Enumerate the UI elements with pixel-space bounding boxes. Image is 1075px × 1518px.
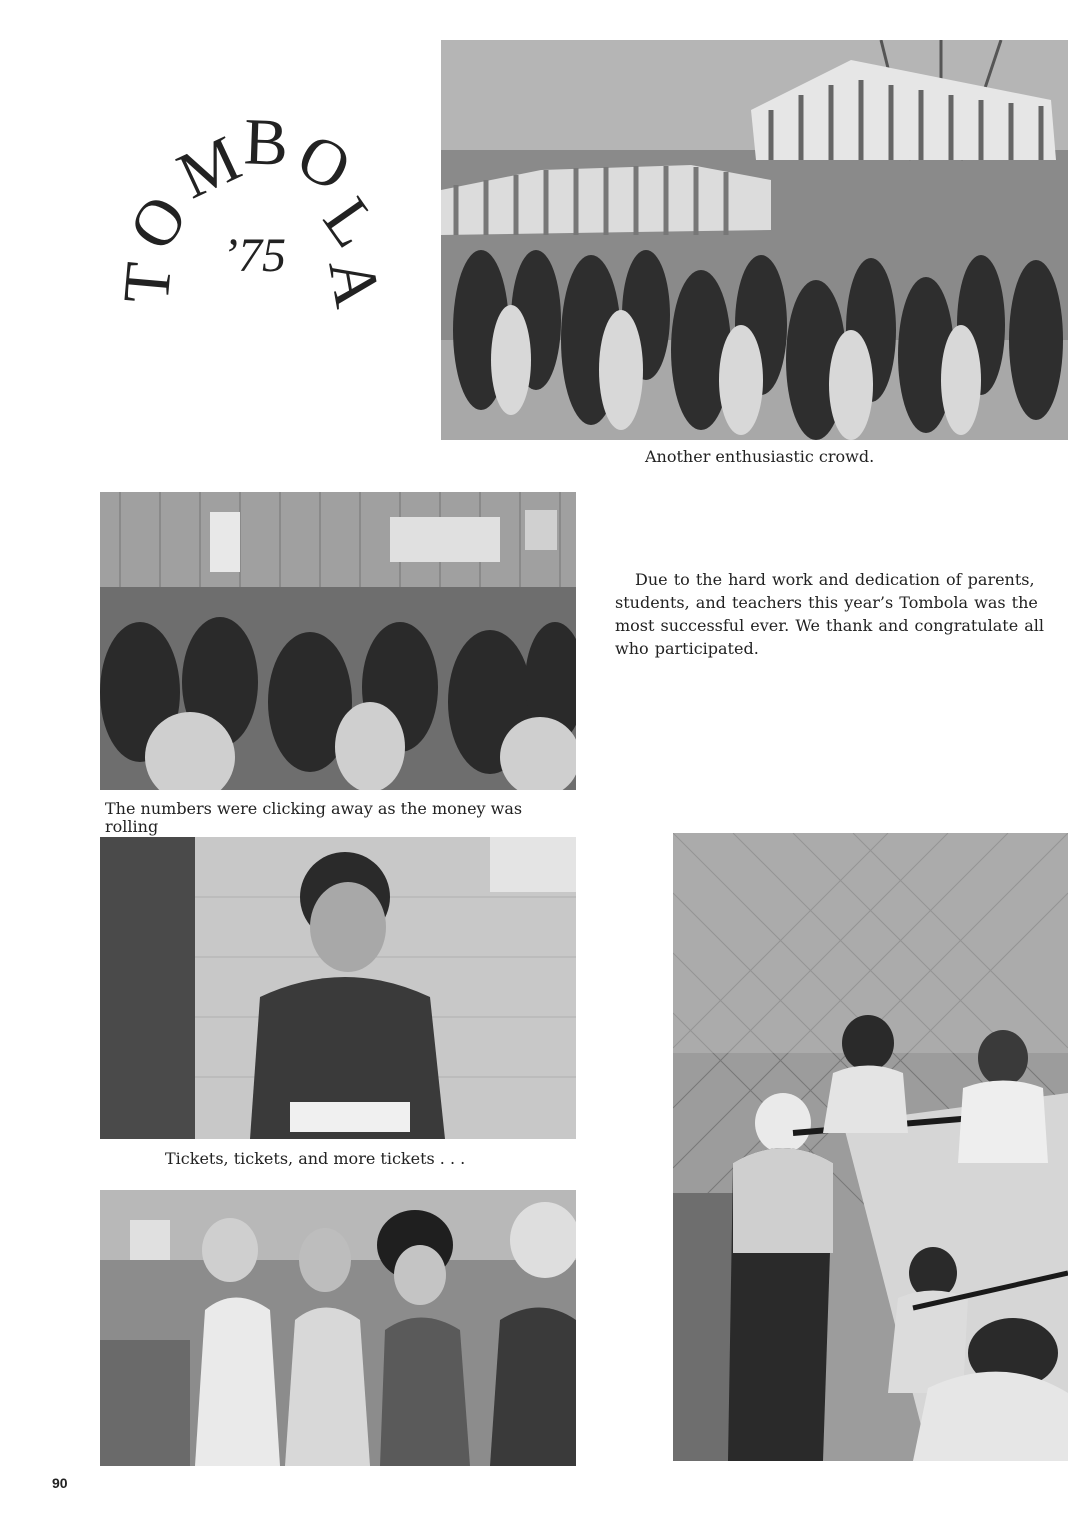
article-body-text: Due to the hard work and dedication of parents, students, and teachers this year’s Tombola was the most successful ever. We thank and congratulate all who participated.: [615, 570, 1045, 658]
title-letter-a: A: [314, 253, 395, 313]
crowd-caption: Another enthusiastic crowd.: [645, 447, 875, 466]
shooting-gallery-photo: [673, 833, 1068, 1461]
kitchen-photo: [100, 1190, 576, 1466]
title-letter-o-2: O: [285, 119, 363, 206]
crowd-photo-art: [441, 40, 1068, 440]
bingo-hall-photo-art: [100, 492, 576, 790]
shooting-gallery-photo-art: [673, 833, 1068, 1461]
title-letter-b: B: [242, 105, 290, 180]
title-year: ’75: [222, 229, 286, 282]
page-number: 90: [52, 1475, 68, 1491]
bingo-hall-caption: The numbers were clicking away as the money was rolling: [105, 799, 523, 836]
tickets-photo: [100, 837, 576, 1139]
title-letter-t: T: [109, 259, 186, 307]
title-letter-m: M: [167, 122, 252, 214]
bingo-hall-photo: [100, 492, 576, 790]
tickets-caption: Tickets, tickets, and more tickets . . .: [165, 1149, 466, 1168]
title-letter-o-1: O: [114, 183, 202, 263]
title-letter-l: L: [309, 185, 393, 261]
tickets-photo-art: [100, 837, 576, 1139]
kitchen-photo-art: [100, 1190, 576, 1466]
crowd-photo: [441, 40, 1068, 440]
